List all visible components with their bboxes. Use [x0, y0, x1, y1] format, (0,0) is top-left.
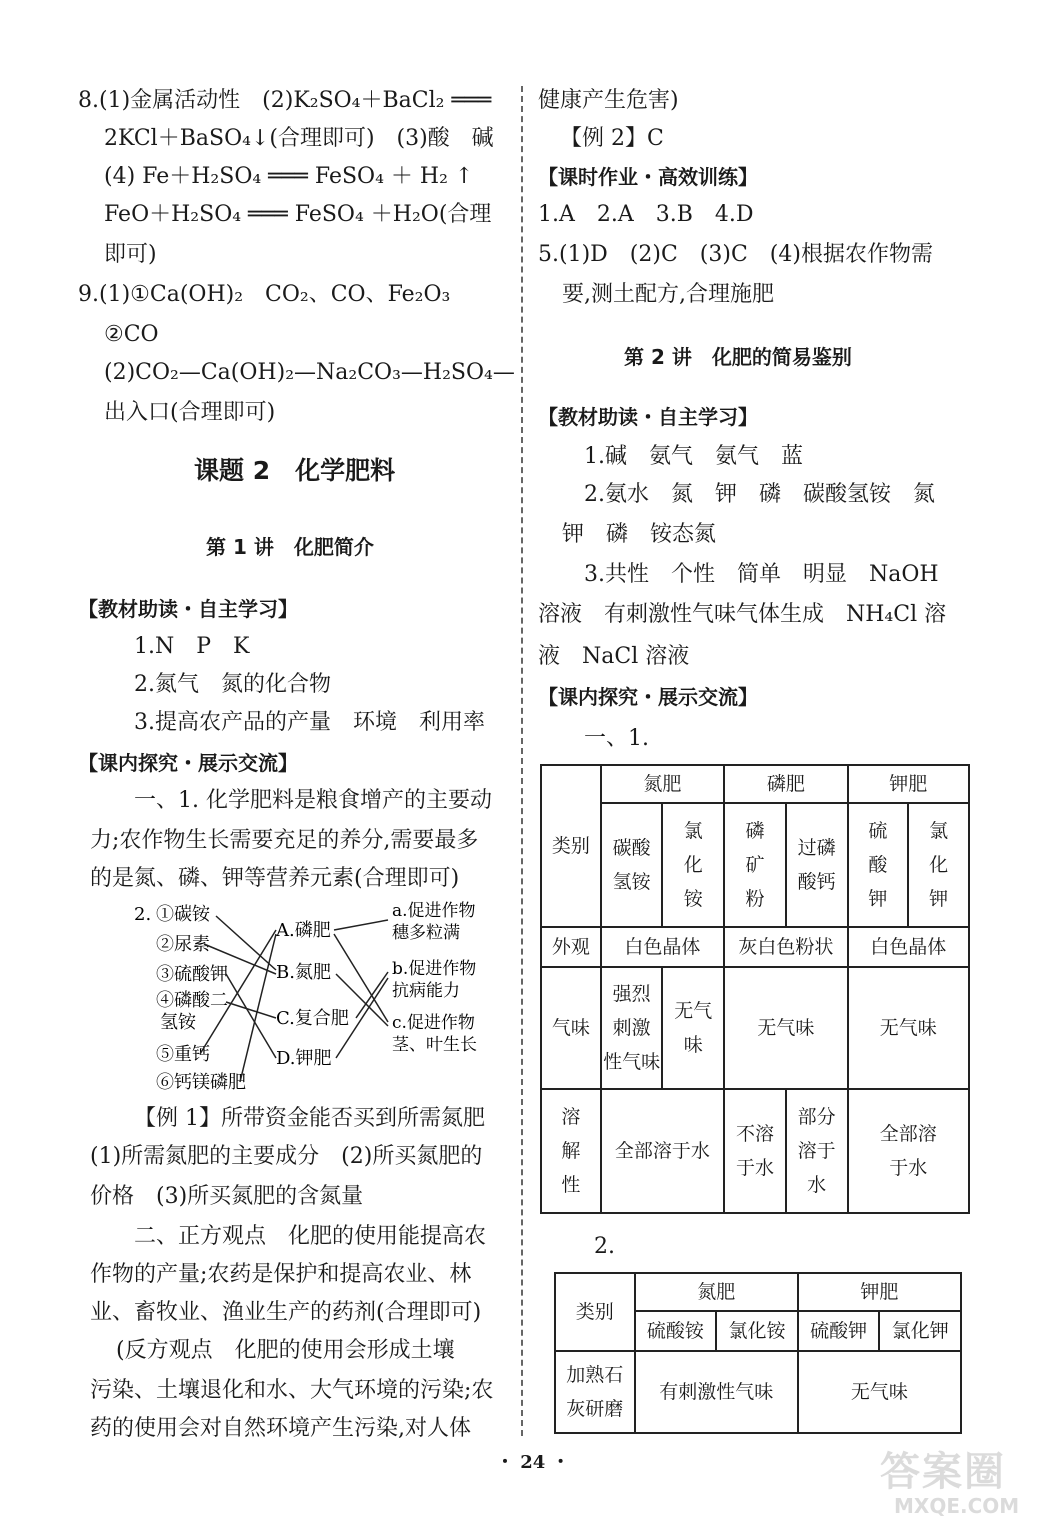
table1-label: 一、1.: [584, 726, 649, 751]
cell-result-potassium: 无气味: [798, 1351, 961, 1433]
cell-solubility-3: 不溶 于水: [724, 1089, 786, 1213]
q9-line2: ②CO: [104, 322, 159, 347]
diagram-mid-item: B.氮肥: [276, 962, 331, 983]
lesson2-title: 第 2 讲 化肥的简易鉴别: [624, 345, 852, 369]
answer-line: 1.碱 氨气 氨气 蓝: [584, 444, 803, 469]
cell-appearance-nitrogen: 白色晶体: [601, 927, 724, 967]
diagram-right-item: 穗多粒满: [392, 923, 460, 943]
paragraph-line: (反方观点 化肥的使用会形成土壤: [116, 1338, 455, 1363]
diagram-right-item: b.促进作物: [392, 959, 477, 979]
cell-ammonium-bicarbonate: 碳酸 氢铵: [601, 803, 663, 927]
cell-header-type: 类别: [555, 1273, 635, 1351]
cell-row-appearance: 外观: [541, 927, 601, 967]
diagram-right-item: 抗病能力: [392, 981, 460, 1001]
cell-phosphate-rock: 磷 矿 粉: [724, 803, 786, 927]
diagram-right-item: c.促进作物: [392, 1013, 475, 1033]
matching-diagram: [130, 898, 510, 1098]
answer-line: 2.氮气 氮的化合物: [134, 672, 331, 697]
diagram-left-item: ④磷酸二: [156, 990, 228, 1011]
answer-line: 2.氨水 氮 钾 磷 碳酸氢铵 氮: [584, 482, 935, 507]
section-header-self-study: 【教材助读・自主学习】: [78, 597, 298, 621]
cell-potassium-sulfate: 硫酸钾: [798, 1311, 880, 1351]
cell-potassium-sulfate: 硫 酸 钾: [848, 803, 909, 927]
fertilizer-identification-table: [554, 1272, 962, 1434]
section-header-homework: 【课时作业・高效训练】: [538, 165, 758, 189]
diagram-left-item: ⑥钙镁磷肥: [156, 1072, 246, 1093]
cell-appearance-phosphorus: 灰白色粉状: [724, 927, 847, 967]
cell-superphosphate: 过磷 酸钙: [786, 803, 848, 927]
cell-ammonium-chloride: 氯 化 铵: [662, 803, 724, 927]
cell-potassium-chloride: 氯 化 钾: [908, 803, 969, 927]
paragraph-line: 二、正方观点 化肥的使用能提高农: [134, 1224, 487, 1249]
example2-line: 【例 2】C: [560, 126, 664, 151]
q8-line4: FeO＋H₂SO₄ ═══ FeSO₄ ＋H₂O(合理: [104, 202, 492, 227]
answer-line: 溶液 有刺激性气味气体生成 NH₄Cl 溶: [538, 602, 947, 627]
diagram-left-item: ①碳铵: [156, 904, 210, 925]
paragraph-line: 一、1. 化学肥料是粮食增产的主要动: [134, 788, 492, 813]
paragraph-line: 力;农作物生长需要充足的养分,需要最多: [90, 828, 479, 853]
diagram-left-item: ②尿素: [156, 934, 210, 955]
q8-line5: 即可): [104, 242, 157, 267]
answer-line: 1.N P K: [134, 634, 250, 659]
diagram-mid-item: C.复合肥: [276, 1008, 349, 1029]
diagram-number: 2.: [134, 904, 152, 925]
paragraph-line: 健康产生危害): [538, 88, 679, 113]
fertilizer-properties-table: [540, 764, 970, 1214]
cell-header-nitrogen: 氮肥: [635, 1273, 798, 1311]
example1-line: 价格 (3)所买氮肥的含氮量: [90, 1184, 364, 1209]
example1-line: (1)所需氮肥的主要成分 (2)所买氮肥的: [90, 1144, 483, 1169]
answer-line: 钾 磷 铵态氮: [562, 522, 717, 547]
diagram-left-item: ③硫酸钾: [156, 964, 228, 985]
cell-odor-1: 强烈 刺激 性气味: [601, 967, 663, 1089]
q9-line3: (2)CO₂—Ca(OH)₂—Na₂CO₃—H₂SO₄—: [104, 360, 515, 385]
cell-solubility-potassium: 全部溶 于水: [848, 1089, 969, 1213]
q9-line4: 出入口(合理即可): [104, 400, 276, 425]
cell-row-solubility: 溶 解 性: [541, 1089, 601, 1213]
cell-appearance-potassium: 白色晶体: [848, 927, 969, 967]
cell-solubility-4: 部分 溶于 水: [786, 1089, 848, 1213]
cell-header-nitrogen: 氮肥: [601, 765, 724, 803]
cell-solubility-nitrogen: 全部溶于水: [601, 1089, 724, 1213]
q8-line3: (4) Fe＋H₂SO₄ ═══ FeSO₄ ＋ H₂ ↑: [104, 164, 474, 189]
diagram-right-item: 茎、叶生长: [392, 1035, 477, 1055]
paragraph-line: 的是氮、磷、钾等营养元素(合理即可): [90, 866, 460, 891]
cell-odor-potassium: 无气味: [848, 967, 969, 1089]
section-header-self-study: 【教材助读・自主学习】: [538, 405, 758, 429]
section-header-explore: 【课内探究・展示交流】: [78, 751, 298, 775]
answer-line: 5.(1)D (2)C (3)C (4)根据农作物需: [538, 242, 933, 267]
answer-line: 液 NaCl 溶液: [538, 644, 690, 669]
paragraph-line: 作物的产量;农药是保护和提高农业、林: [90, 1262, 472, 1287]
q8-line2: 2KCl＋BaSO₄↓(合理即可) (3)酸 碱: [104, 126, 494, 151]
section-header-explore: 【课内探究・展示交流】: [538, 685, 758, 709]
paragraph-line: 业、畜牧业、渔业生产的药剂(合理即可): [90, 1300, 482, 1325]
column-divider: [521, 86, 523, 1436]
watermark-logo: 答案圈 MXQE.COM: [880, 1449, 1020, 1518]
lesson1-title: 第 1 讲 化肥简介: [206, 535, 374, 559]
cell-row-lime-grinding: 加熟石 灰研磨: [555, 1351, 635, 1433]
diagram-mid-item: A.磷肥: [276, 920, 331, 941]
answer-line: 1.A 2.A 3.B 4.D: [538, 202, 754, 227]
topic-title: 课题 2 化学肥料: [194, 456, 396, 485]
page-number: ・ 24 ・: [496, 1452, 570, 1473]
q8-line1: 8.(1)金属活动性 (2)K₂SO₄＋BaCl₂ ═══: [78, 88, 492, 113]
cell-potassium-chloride: 氯化钾: [879, 1311, 961, 1351]
cell-odor-2: 无气 味: [662, 967, 724, 1089]
paragraph-line: 污染、土壤退化和水、大气环境的污染;农: [90, 1378, 494, 1403]
example1-line: 【例 1】所带资金能否买到所需氮肥: [134, 1106, 485, 1131]
q9-line1: 9.(1)①Ca(OH)₂ CO₂、CO、Fe₂O₃: [78, 282, 451, 307]
cell-ammonium-chloride: 氯化铵: [716, 1311, 798, 1351]
cell-header-phosphorus: 磷肥: [724, 765, 847, 803]
cell-header-type: 类别: [541, 765, 601, 927]
answer-line: 要,测土配方,合理施肥: [562, 282, 774, 307]
diagram-left-item: ⑤重钙: [156, 1044, 210, 1065]
cell-header-potassium: 钾肥: [848, 765, 969, 803]
diagram-left-item: 氢铵: [160, 1012, 196, 1033]
paragraph-line: 药的使用会对自然环境产生污染,对人体: [90, 1416, 471, 1441]
cell-ammonium-sulfate: 硫酸铵: [635, 1311, 717, 1351]
cell-odor-phosphorus: 无气味: [724, 967, 847, 1089]
answer-line: 3.提高农产品的产量 环境 利用率: [134, 710, 485, 735]
diagram-right-item: a.促进作物: [392, 901, 476, 921]
answer-line: 3.共性 个性 简单 明显 NaOH: [584, 562, 939, 587]
table2-label: 2.: [594, 1234, 615, 1259]
cell-header-potassium: 钾肥: [798, 1273, 961, 1311]
diagram-mid-item: D.钾肥: [276, 1048, 332, 1069]
cell-result-nitrogen: 有刺激性气味: [635, 1351, 798, 1433]
cell-row-odor: 气味: [541, 967, 601, 1089]
